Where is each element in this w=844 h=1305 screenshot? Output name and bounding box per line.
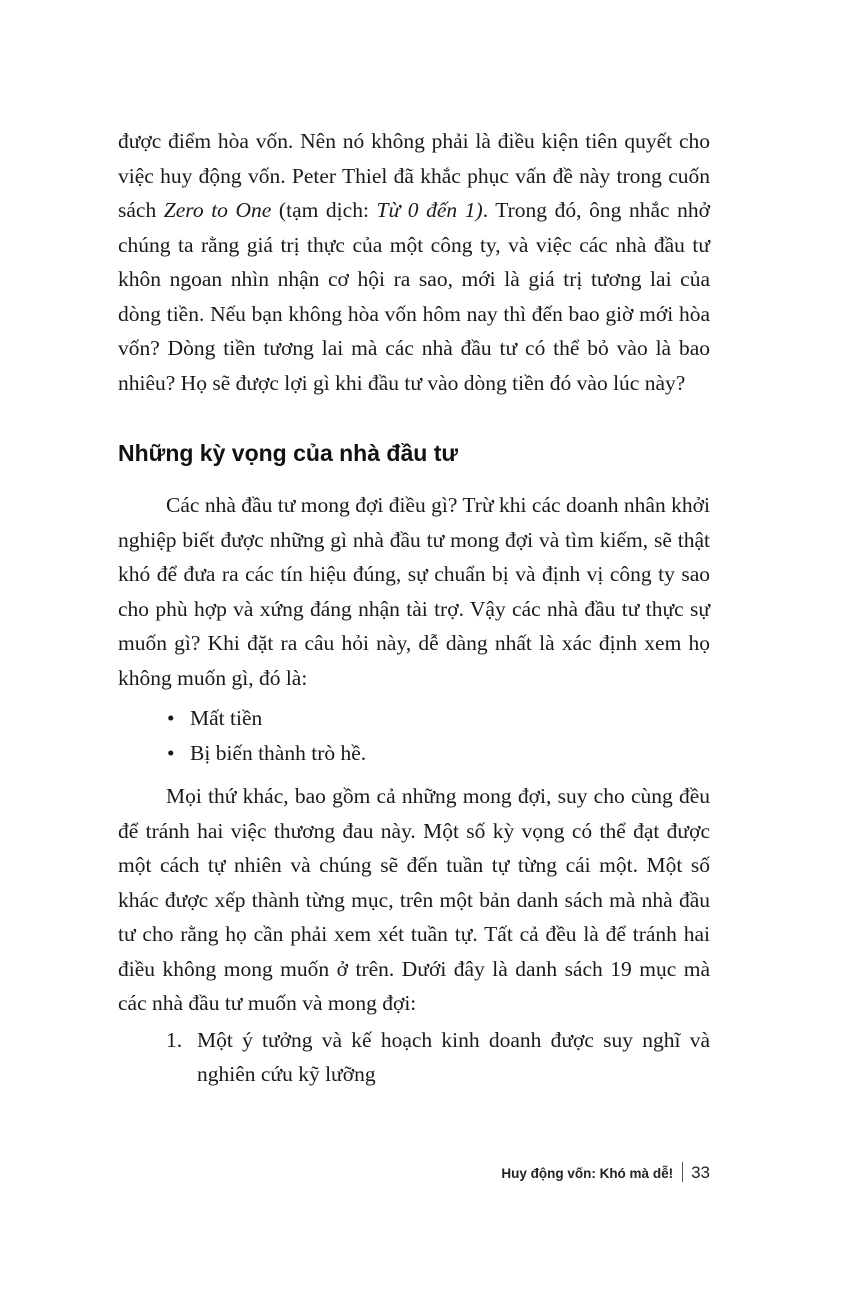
page-number: 33 <box>691 1163 710 1182</box>
section-heading: Những kỳ vọng của nhà đầu tư <box>118 440 459 466</box>
paragraph-intro-part1: được điểm hòa vốn. Nên nó không phải là điều kiện tiên quyết cho việc huy động vốn. Peter Thiel đã khắc phục vấn đề này trong cuốn sách <box>118 129 710 222</box>
paragraph-intro-part3: . Trong đó, ông nhắc nhở chúng ta rằng giá trị thực của một công ty, và việc các nhà đầu tư khôn ngoan nhìn nhận cơ hội ra sao, mới là giá trị tương lai của dòng tiền. Nếu bạn không hòa vốn hôm nay thì đến bao giờ mới hòa vốn? Dòng tiền tương lai mà các nhà đầu tư có thể bỏ vào là bao nhiêu? Họ sẽ được lợi gì khi đầu tư vào dòng tiền đó vào lúc này? <box>118 198 710 395</box>
paragraph-intro <box>118 124 710 400</box>
list-item <box>118 1023 710 1092</box>
list-item <box>118 736 710 771</box>
paragraph-list-intro: Mọi thứ khác, bao gồm cả những mong đợi, suy cho cùng đều để tránh hai việc thương đau này. Một số kỳ vọng có thể đạt được một cách tự nhiên và chúng sẽ đến tuần tự từng cái một. Một số khác được xếp thành từng mục, trên một bản danh sách mà nhà đầu tư cho rằng họ cần phải xem xét tuần tự. Tất cả đều là để tránh hai điều không mong muốn ở trên. Dưới đây là danh sách 19 mục mà các nhà đầu tư muốn và mong đợi: <box>118 784 710 1015</box>
list-number: 1. <box>166 1027 183 1052</box>
bullet-marker: • <box>167 741 175 765</box>
page-body <box>118 124 710 1092</box>
list-text: Một ý tưởng và kế hoạch kinh doanh được suy nghĩ và nghiên cứu kỹ lưỡng <box>197 1027 710 1086</box>
paragraph-expectations: Các nhà đầu tư mong đợi điều gì? Trừ khi các doanh nhân khởi nghiệp biết được những gì nhà đầu tư mong đợi và tìm kiếm, sẽ thật khó để đưa ra các tín hiệu đúng, sự chuẩn bị và định vị công ty sao cho phù hợp và xứng đáng nhận tài trợ. Vậy các nhà đầu tư thực sự muốn gì? Khi đặt ra câu hỏi này, dễ dàng nhất là xác định xem họ không muốn gì, đó là: <box>118 493 710 690</box>
footer-divider <box>682 1162 683 1182</box>
page-footer <box>420 1162 710 1183</box>
bullet-text: Bị biến thành trò hề. <box>190 741 367 765</box>
list-item <box>118 701 710 736</box>
paragraph-intro-part2: (tạm dịch: <box>271 198 377 222</box>
running-title: Huy động vốn: Khó mà dễ! <box>501 1166 674 1181</box>
book-title: Zero to One <box>163 198 272 222</box>
numbered-list <box>118 1023 710 1092</box>
bullet-marker: • <box>167 706 175 730</box>
bullet-list <box>118 701 710 771</box>
bullet-text: Mất tiền <box>190 706 263 730</box>
book-translation: Từ 0 đến 1) <box>376 198 483 222</box>
